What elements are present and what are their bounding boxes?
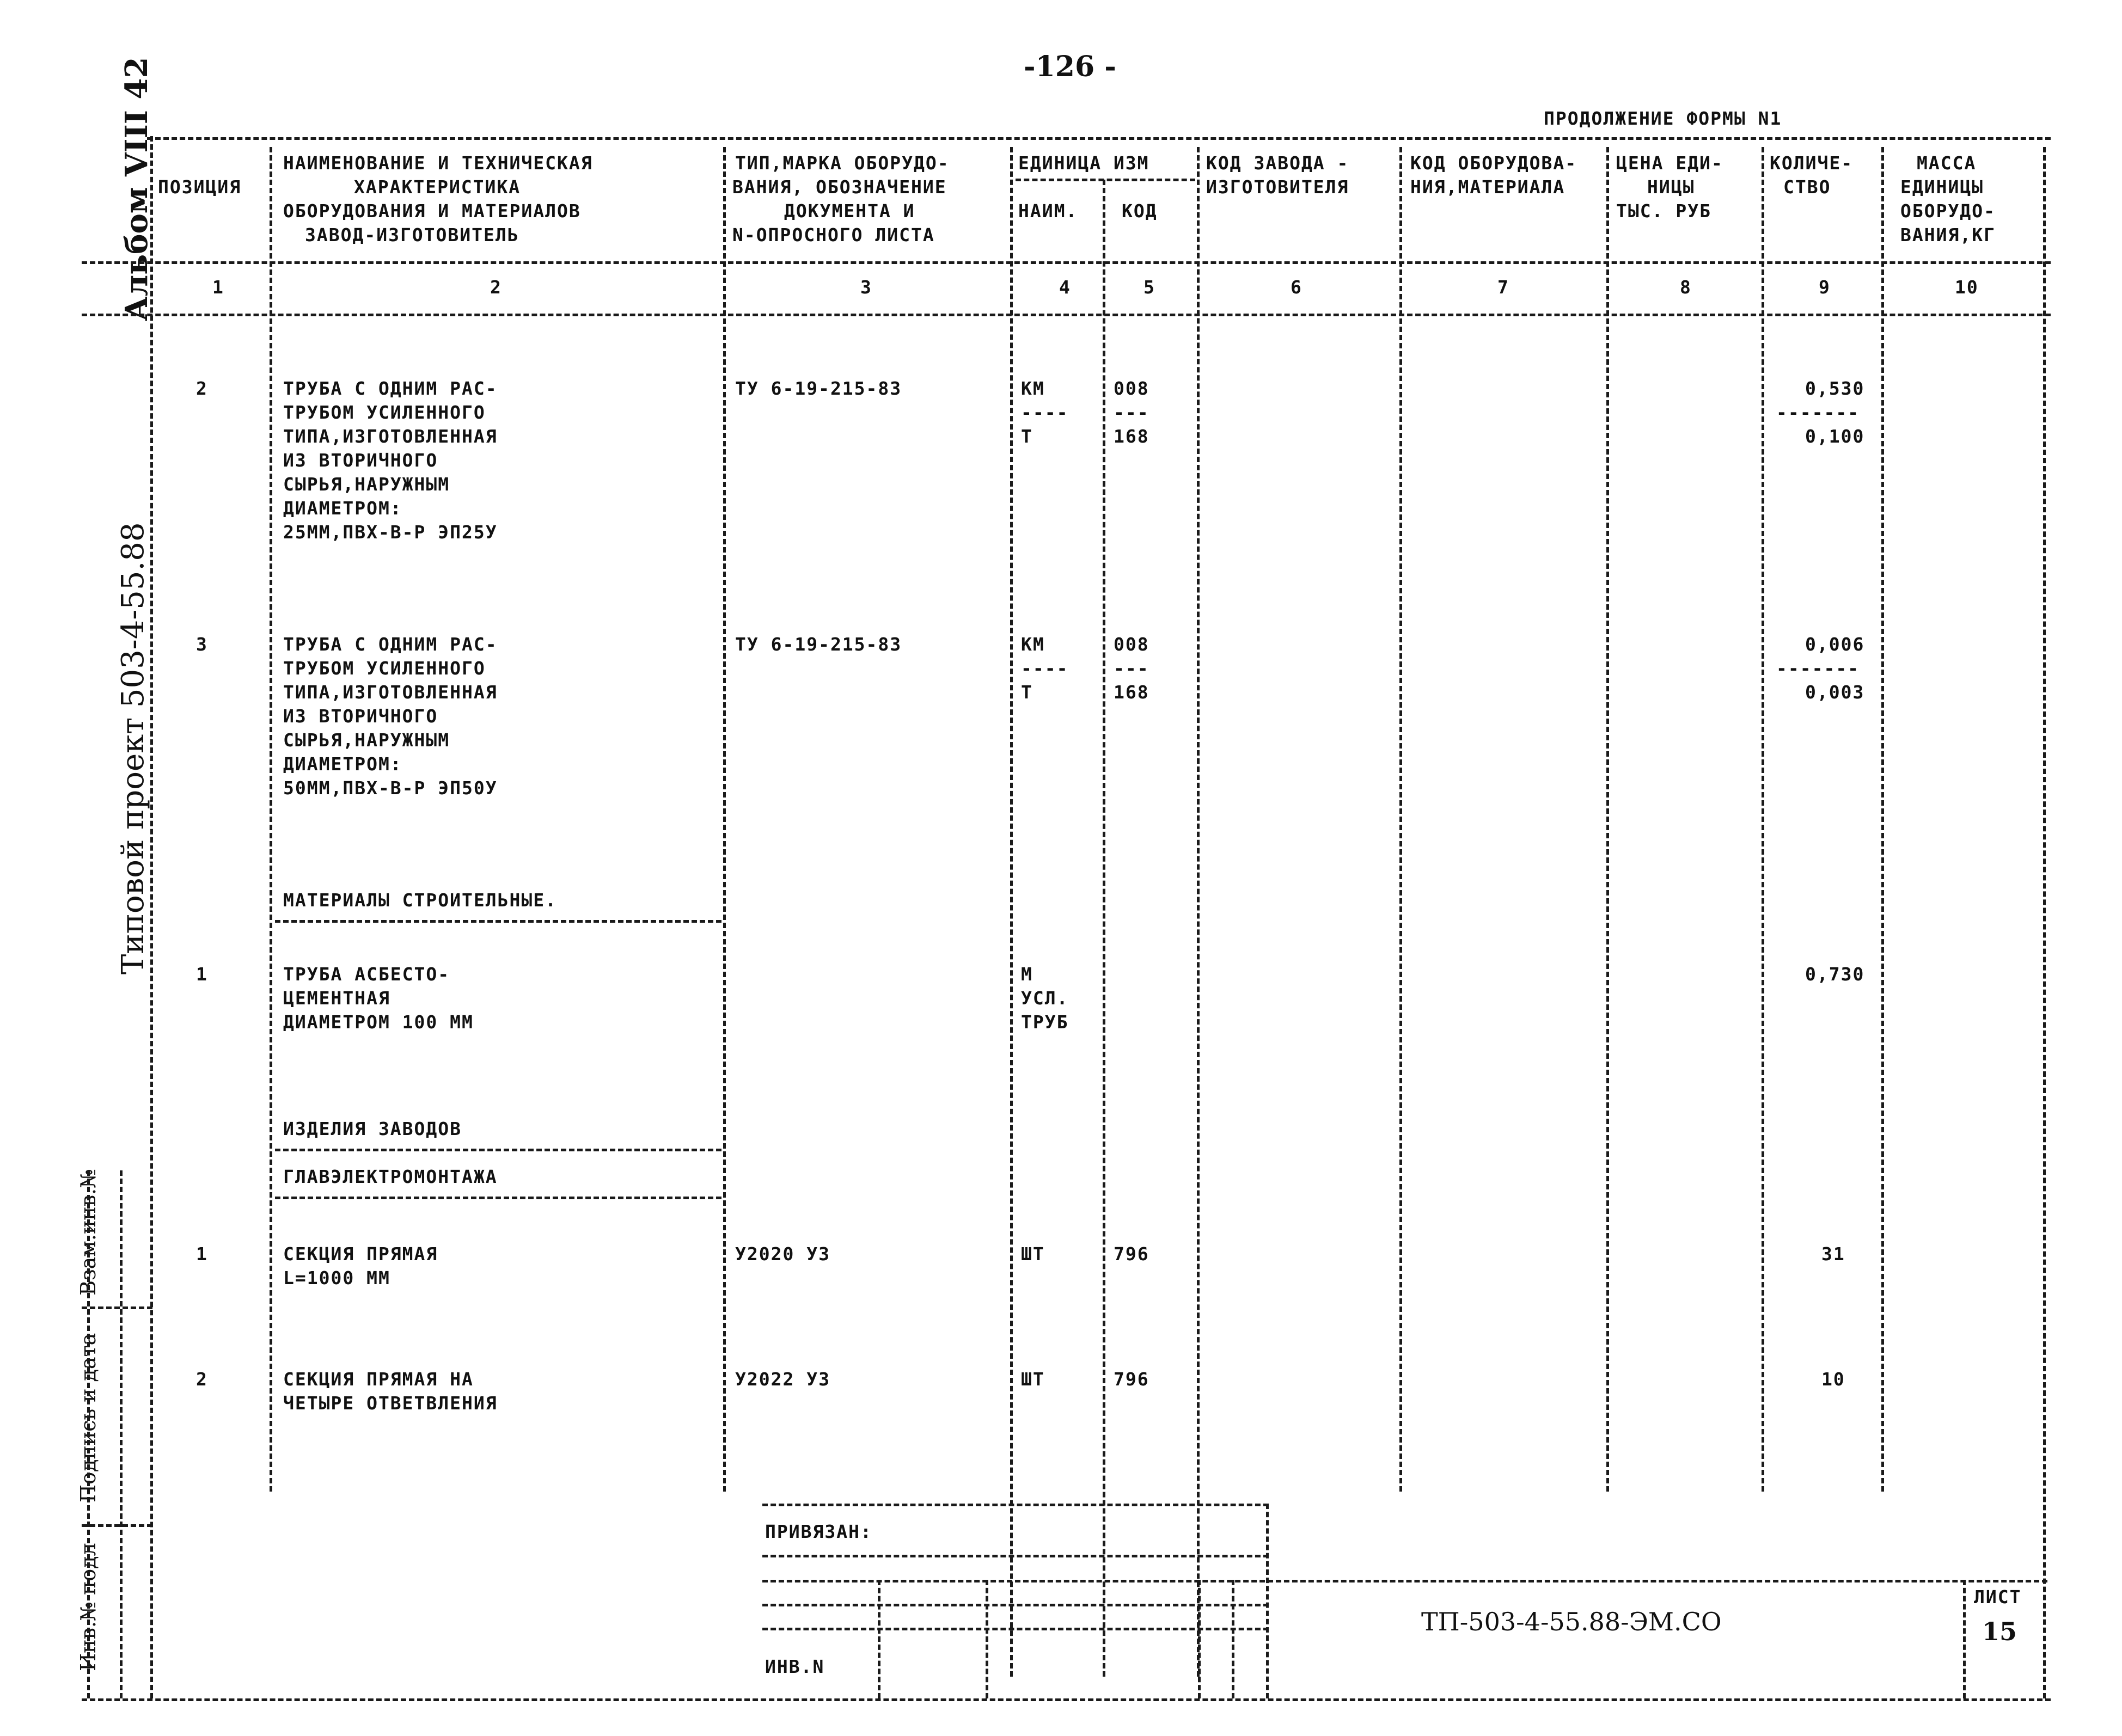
colnum-3: 3 (860, 277, 872, 298)
row1-quantity: 0,530 (1805, 378, 1865, 399)
row3-name-line: ДИАМЕТРОМ 100 ММ (283, 1011, 474, 1033)
header-type-line4: N-ОПРОСНОГО ЛИСТА (732, 224, 935, 246)
row1-position: 2 (196, 378, 208, 399)
col-sep (1197, 147, 1200, 1677)
row3-unit-line: ТРУБ (1021, 1011, 1069, 1033)
row1-type: ТУ 6-19-215-83 (735, 378, 902, 399)
row4-type: У2020 У3 (735, 1243, 830, 1265)
row4-position: 1 (196, 1243, 208, 1265)
colnum-9: 9 (1819, 277, 1831, 298)
stamp-line (762, 1604, 1269, 1606)
row5-name-line: ЧЕТЫРЕ ОТВЕТВЛЕНИЯ (283, 1393, 498, 1414)
row4-name-line: СЕКЦИЯ ПРЯМАЯ (283, 1243, 438, 1265)
row2-name-line: ИЗ ВТОРИЧНОГО (283, 706, 438, 727)
colnum-5: 5 (1143, 277, 1155, 298)
stamp-privyazan: ПРИВЯЗАН: (765, 1521, 872, 1542)
header-price-line2: НИЦЫ (1647, 176, 1695, 198)
row1-code-alt: 168 (1114, 426, 1149, 447)
col-sep (1010, 147, 1013, 1677)
page-number: -126 - (1024, 50, 1116, 83)
row2-code-sep: --- (1114, 658, 1149, 679)
row2-name-line: 50ММ,ПВХ-В-Р ЭП50У (283, 777, 498, 799)
header-unit-name: НАИМ. (1018, 200, 1078, 222)
row5-unit: ШТ (1021, 1369, 1045, 1390)
row2-type: ТУ 6-19-215-83 (735, 634, 902, 655)
stamp-top-line (762, 1504, 1269, 1506)
colnum-8: 8 (1680, 277, 1692, 298)
row1-code: 008 (1114, 378, 1149, 399)
side-frame-line-outer (87, 1170, 90, 1698)
header-price-line3: ТЫС. РУБ (1616, 200, 1711, 222)
section-plant-products: ИЗДЕЛИЯ ЗАВОДОВ (283, 1118, 462, 1139)
row1-name-line: ИЗ ВТОРИЧНОГО (283, 450, 438, 471)
row5-code: 796 (1114, 1369, 1149, 1390)
header-equipment-code-line1: КОД ОБОРУДОВА- (1410, 152, 1577, 174)
row2-unit-alt: Т (1021, 682, 1033, 703)
stamp-col-sep (1198, 1580, 1201, 1698)
stamp-line (762, 1628, 1269, 1630)
side-frame-line-inner (120, 1170, 123, 1698)
header-type-line2: ВАНИЯ, ОБОЗНАЧЕНИЕ (732, 176, 947, 198)
col-sep (270, 147, 272, 1492)
row2-quantity-sep: ------- (1776, 658, 1860, 679)
row5-position: 2 (196, 1369, 208, 1390)
row1-code-sep: --- (1114, 402, 1149, 423)
row4-unit: ШТ (1021, 1243, 1045, 1265)
row2-quantity-alt: 0,003 (1805, 682, 1865, 703)
inv-podl-label: Инв.№ подл (76, 1543, 100, 1671)
colnum-6: 6 (1291, 277, 1302, 298)
header-name-line1: НАИМЕНОВАНИЕ И ТЕХНИЧЕСКАЯ (283, 152, 593, 174)
header-unit-code: КОД (1122, 200, 1158, 222)
header-mass-line4: ВАНИЯ,КГ (1900, 224, 1996, 246)
row1-quantity-alt: 0,100 (1805, 426, 1865, 447)
row1-name-line: СЫРЬЯ,НАРУЖНЫМ (283, 474, 450, 495)
vzam-inv-label: Взам.инв.№ (76, 1168, 100, 1296)
header-bottom-border (82, 261, 2051, 264)
row1-name-line: 25ММ,ПВХ-В-Р ЭП25У (283, 522, 498, 543)
section-underline (275, 1149, 721, 1151)
colnum-10: 10 (1955, 277, 1979, 298)
stamp-inv: ИНВ.N (765, 1656, 825, 1677)
stamp-col-sep (1232, 1580, 1234, 1698)
stamp-col-sep (986, 1580, 988, 1698)
row1-unit-sep: ---- (1021, 402, 1069, 423)
colnum-2: 2 (490, 277, 502, 298)
section-underline (275, 920, 721, 923)
row2-unit-sep: ---- (1021, 658, 1069, 679)
row1-name-line: ДИАМЕТРОМ: (283, 498, 402, 519)
row3-quantity: 0,730 (1805, 964, 1865, 985)
header-mass-line2: ЕДИНИЦЫ (1900, 176, 1984, 198)
row3-position: 1 (196, 964, 208, 985)
sheet-number: 15 (1982, 1617, 2017, 1646)
header-plant-code-line1: КОД ЗАВОДА - (1206, 152, 1349, 174)
row3-name-line: ТРУБА АСБЕСТО- (283, 964, 450, 985)
header-equipment-code-line2: НИЯ,МАТЕРИАЛА (1410, 176, 1565, 198)
colnum-4: 4 (1059, 277, 1071, 298)
row1-unit-alt: Т (1021, 426, 1033, 447)
header-type-line1: ТИП,МАРКА ОБОРУДО- (735, 152, 950, 174)
row2-name-line: ДИАМЕТРОМ: (283, 753, 402, 775)
header-qty-line2: СТВО (1783, 176, 1831, 198)
row2-code-alt: 168 (1114, 682, 1149, 703)
row1-name-line: ТРУБОМ УСИЛЕННОГО (283, 402, 486, 423)
header-name-line4: ЗАВОД-ИЗГОТОВИТЕЛЬ (305, 224, 519, 246)
colnum-bottom-border (82, 314, 2051, 316)
row5-type: У2022 У3 (735, 1369, 830, 1390)
row1-name-line: ТИПА,ИЗГОТОВЛЕННАЯ (283, 426, 498, 447)
section-underline (275, 1197, 721, 1199)
stamp-line-long (762, 1580, 2047, 1582)
col-sep (1399, 147, 1402, 1492)
header-unit: ЕДИНИЦА ИЗМ (1018, 152, 1149, 174)
row4-name-line: L=1000 ММ (283, 1267, 390, 1289)
colnum-7: 7 (1497, 277, 1509, 298)
header-type-line3: ДОКУМЕНТА И (784, 200, 915, 222)
continuation-note: ПРОДОЛЖЕНИЕ ФОРМЫ N1 (1544, 108, 1782, 129)
row3-name-line: ЦЕМЕНТНАЯ (283, 987, 390, 1009)
sheet-box-border (1963, 1580, 1966, 1698)
row1-quantity-sep: ------- (1776, 402, 1860, 423)
col-sep (1762, 147, 1764, 1492)
side-frame-line (150, 136, 153, 1698)
table-bottom-border (82, 1698, 2051, 1701)
document-code: ТП-503-4-55.88-ЭМ.СО (1421, 1607, 1722, 1636)
row5-quantity: 10 (1821, 1369, 1845, 1390)
col-sep (723, 147, 726, 1492)
table-top-border (147, 137, 2051, 140)
header-qty-line1: КОЛИЧЕ- (1770, 152, 1854, 174)
row4-code: 796 (1114, 1243, 1149, 1265)
row3-unit: М (1021, 964, 1033, 985)
header-mass-line1: МАССА (1917, 152, 1977, 174)
project-label: Типовой проект 503-4-55.88 (115, 522, 151, 974)
row2-name-line: ТРУБА С ОДНИМ РАС- (283, 634, 498, 655)
stamp-col-sep (878, 1580, 880, 1698)
row1-name-line: ТРУБА С ОДНИМ РАС- (283, 378, 498, 399)
header-plant-code-line2: ИЗГОТОВИТЕЛЯ (1206, 176, 1349, 198)
row2-quantity: 0,006 (1805, 634, 1865, 655)
colnum-1: 1 (212, 277, 224, 298)
stamp-line (762, 1555, 1269, 1557)
table-right-border (2043, 147, 2046, 1698)
side-block-sep (82, 1306, 152, 1309)
col-sep (1606, 147, 1609, 1492)
header-price-line1: ЦЕНА ЕДИ- (1616, 152, 1723, 174)
sheet-label: ЛИСТ (1974, 1586, 2022, 1608)
header-name-line2: ХАРАКТЕРИСТИКА (354, 176, 521, 198)
row4-quantity: 31 (1821, 1243, 1845, 1265)
header-name-line3: ОБОРУДОВАНИЯ И МАТЕРИАЛОВ (283, 200, 581, 222)
row3-unit-line: УСЛ. (1021, 987, 1069, 1009)
signature-date-label: Подпись и дата (76, 1333, 100, 1502)
header-mass-line3: ОБОРУДО- (1900, 200, 1996, 222)
header-position: ПОЗИЦИЯ (158, 176, 242, 198)
row2-name-line: СЫРЬЯ,НАРУЖНЫМ (283, 729, 450, 751)
section-glavelektromontazh: ГЛАВЭЛЕКТРОМОНТАЖА (283, 1166, 498, 1187)
row2-code: 008 (1114, 634, 1149, 655)
row2-position: 3 (196, 634, 208, 655)
side-block-sep (82, 1524, 152, 1527)
row5-name-line: СЕКЦИЯ ПРЯМАЯ НА (283, 1369, 474, 1390)
col-sep (1881, 147, 1884, 1492)
section-building-materials: МАТЕРИАЛЫ СТРОИТЕЛЬНЫЕ. (283, 890, 557, 911)
row2-name-line: ТИПА,ИЗГОТОВЛЕННАЯ (283, 682, 498, 703)
stamp-right-border (1266, 1504, 1269, 1698)
row2-name-line: ТРУБОМ УСИЛЕННОГО (283, 658, 486, 679)
row1-unit: КМ (1021, 378, 1045, 399)
album-label: Альбом VIII 42 (119, 57, 155, 321)
unit-subheader-line (1016, 179, 1195, 181)
col-sep (1103, 180, 1105, 1677)
row2-unit: КМ (1021, 634, 1045, 655)
